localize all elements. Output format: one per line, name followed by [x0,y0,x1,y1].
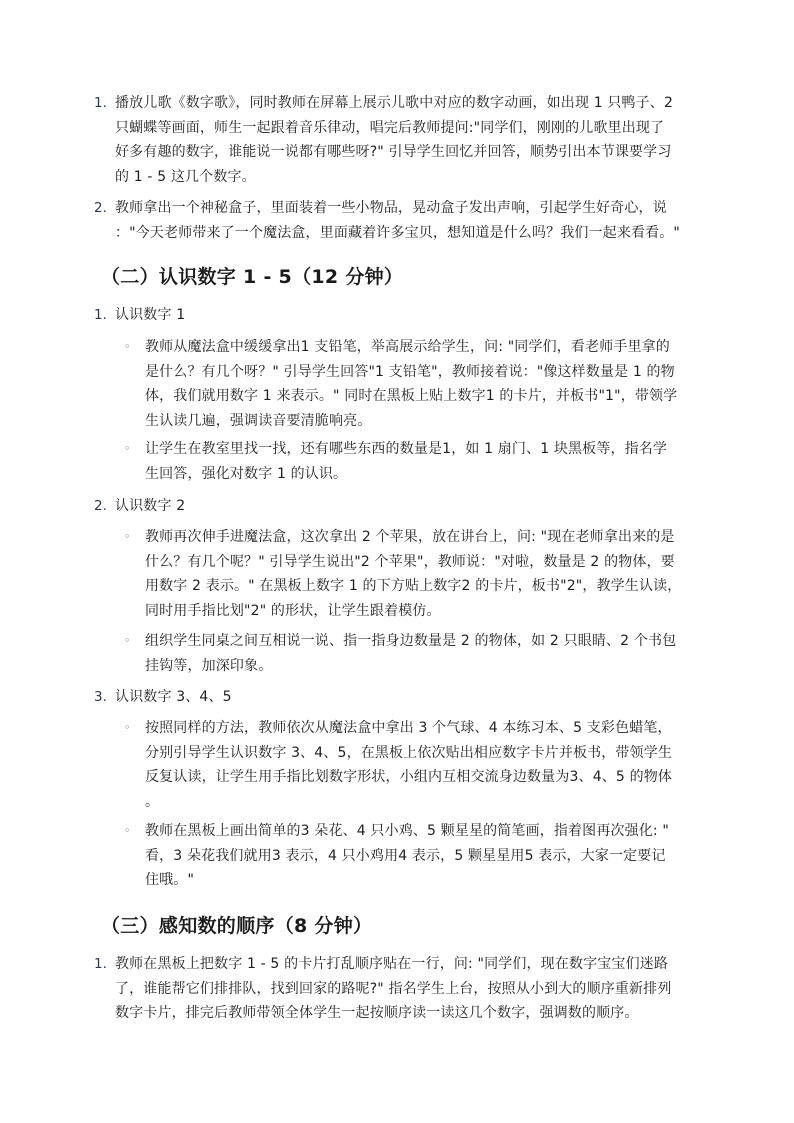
list-number: 1. [94,307,107,323]
bullet-text: 让学生在教室里找一找，还有哪些东西的数量是1，如 1 扇门、1 块黑板等，指名学 生回答，强化对数字 1 的认识。 [145,441,668,482]
list-number: 1. [94,956,107,972]
section-heading: （三）感知数的顺序（8 分钟） [101,915,373,937]
list-item-text: 教师在黑板上把数字 1 - 5 的卡片打乱顺序贴在一行，问: "同学们，现在数字宝宝们迷路 了，谁能帮它们排排队，找到回家的路呢?" 指名学生上台，按照从小到大的顺序重新排列 数字卡片，排完后教师带领全体学生一起按顺序读一读这几个数字，强调数的顺序。 [115,956,672,1021]
list-item-text: 认识数字 1 [115,307,186,323]
bullet-marker: ◦ [124,340,131,353]
list-item-text: 播放儿歌《数字歌》，同时教师在屏幕上展示儿歌中对应的数字动画，如出现 1 只鸭子、2 只蝴蝶等画面，师生一起跟着音乐律动，唱完后教师提问:"同学们，刚刚的儿歌里出现了 好多有趣的数字，谁能说一说都有哪些呀?" 引导学生回忆并回答，顺势引出本节课要学习 的 1 - 5 这几个数字。 [115,95,674,185]
list-item-text: 认识数字 2 [115,498,186,514]
list-item-text: 教师拿出一个神秘盒子，里面装着一些小物品，晃动盒子发出声响，引起学生好奇心，说 ："今天老师带来了一个魔法盒，里面藏着许多宝贝，想知道是什么吗？我们一起来看看。" [115,200,681,241]
list-item-text: 认识数字 3、4、5 [115,689,232,705]
bullet-text: 组织学生同桌之间互相说一说、指一指身边数量是 2 的物体，如 2 只眼睛、2 个书包 挂钩等，加深印象。 [145,633,677,674]
bullet-text: 按照同样的方法，教师依次从魔法盒中拿出 3 个气球、4 本练习本、5 支彩色蜡笔， 分别引导学生认识数字 3、4、5，在黑板上依次贴出相应数字卡片并板书，带领学生 反复认读，让学生用手指比划数字形状，小组内互相交流身边数量为3、4、5 的物体 。 [145,720,673,810]
bullet-text: 教师从魔法盒中缓缓拿出1 支铅笔，举高展示给学生，问: "同学们，看老师手里拿的 是什么？有几个呀？" 引导学生回答"1 支铅笔"，教师接着说："像这样数量是 1 的物 体，我们就用数字 1 来表示。" 同时在黑板上贴上数字1 的卡片，并板书"1"，带领学 生认读几遍，强调读音要清脆响亮。 [145,339,678,429]
bullet-marker: ◦ [124,721,131,734]
bullet-text: 教师在黑板上画出简单的3 朵花、4 只小鸡、5 颗星星的简笔画，指着图再次强化: " 看，3 朵花我们就用3 表示，4 只小鸡用4 表示，5 颗星星用5 表示，大家一定要记 住哦。" [145,823,669,888]
bullet-marker: ◦ [124,530,131,543]
bullet-marker: ◦ [124,824,131,837]
section-heading: （二）认识数字 1 - 5（12 分钟） [101,266,404,288]
bullet-marker: ◦ [124,442,131,455]
list-number: 2. [94,200,107,216]
list-number: 3. [94,689,107,705]
bullet-text: 教师再次伸手进魔法盒，这次拿出 2 个苹果，放在讲台上，问: "现在老师拿出来的是 什么？有几个呢？" 引导学生说出"2 个苹果"，教师说："对啦，数量是 2 的物体，要 用数字 2 表示。" 在黑板上数字 1 的下方贴上数字2 的卡片，板书"2"，教学生认读， 同时用手指比划"2" 的形状，让学生跟着模仿。 [145,529,682,619]
bullet-marker: ◦ [124,634,131,647]
list-number: 2. [94,498,107,514]
list-number: 1. [94,95,107,111]
